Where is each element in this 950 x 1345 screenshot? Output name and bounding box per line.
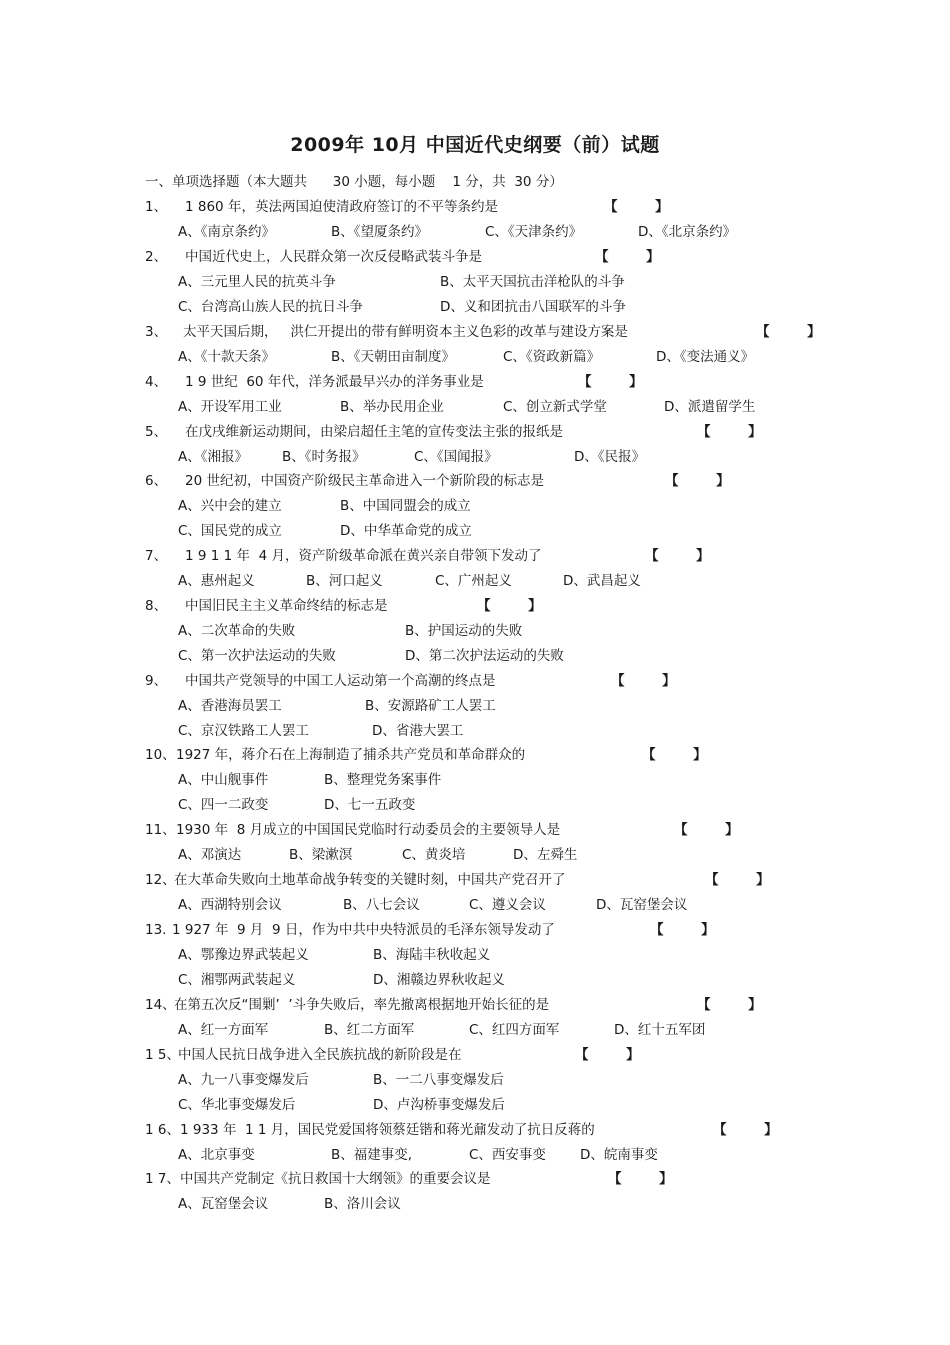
question-stem: 中国共产党领导的中国工人运动第一个高潮的终点是 <box>185 673 496 689</box>
answer-bracket[interactable]: 【 】 <box>665 473 730 489</box>
question-number: 14、 <box>145 997 176 1013</box>
question-stem: 在第五次反“围剿’ ’斗争失败后，率先撤离根据地开始长征的是 <box>174 997 550 1013</box>
question-stem: 20 世纪初，中国资产阶级民主革命进入一个新阶段的标志是 <box>185 473 544 489</box>
question-stem: 在大革命失败向土地革命战争转变的关键时刻，中国共产党召开了 <box>174 872 566 888</box>
answer-option: B、整理党务案事件 <box>324 772 442 788</box>
answer-option: B、安源路矿工人罢工 <box>365 698 496 714</box>
answer-option: D、第二次护法运动的失败 <box>405 648 564 664</box>
answer-option: A、《十款天条》 <box>178 349 275 365</box>
question-stem: 1 933 年 1 1 月，国民党爱国将领蔡廷锴和蒋光鼐发动了抗日反蒋的 <box>180 1122 595 1138</box>
answer-option: D、瓦窑堡会议 <box>596 897 688 913</box>
answer-option: D、七一五政变 <box>324 797 416 813</box>
question-number: 1、 <box>145 199 168 215</box>
question-stem: 中国人民抗日战争进入全民族抗战的新阶段是在 <box>178 1047 462 1063</box>
answer-option: A、兴中会的建立 <box>178 498 282 514</box>
answer-option: B、河口起义 <box>306 573 383 589</box>
question-stem: 中国近代史上，人民群众第一次反侵略武装斗争是 <box>185 249 482 265</box>
answer-option: A、二次革命的失败 <box>178 623 296 639</box>
answer-option: C、广州起义 <box>435 573 512 589</box>
answer-option: B、一二八事变爆发后 <box>373 1072 504 1088</box>
answer-option: B、太平天国抗击洋枪队的斗争 <box>440 274 625 290</box>
question-number: 10、 <box>145 747 176 763</box>
answer-option: B、海陆丰秋收起义 <box>373 947 491 963</box>
answer-option: D、省港大罢工 <box>372 723 464 739</box>
question-stem: 1 9 1 1 年 4 月，资产阶级革命派在黄兴亲自带领下发动了 <box>185 548 542 564</box>
answer-option: B、梁漱溟 <box>289 847 353 863</box>
answer-option: C、国民党的成立 <box>178 523 282 539</box>
answer-option: C、京汉铁路工人罢工 <box>178 723 309 739</box>
answer-option: D、湘赣边界秋收起义 <box>373 972 505 988</box>
question-number: 3、 <box>145 324 168 340</box>
answer-option: C、四一二政变 <box>178 797 269 813</box>
answer-option: D、卢沟桥事变爆发后 <box>373 1097 505 1113</box>
answer-option: C、西安事变 <box>469 1147 546 1163</box>
answer-option: B、中国同盟会的成立 <box>340 498 471 514</box>
answer-bracket[interactable]: 【 】 <box>674 822 739 838</box>
answer-option: C、红四方面军 <box>469 1022 560 1038</box>
question-number: 4、 <box>145 374 168 390</box>
question-number: 9、 <box>145 673 168 689</box>
question-stem: 1 860 年，英法两国迫使清政府签订的不平等条约是 <box>185 199 498 215</box>
answer-bracket[interactable]: 【 】 <box>575 1047 640 1063</box>
answer-option: C、《资政新篇》 <box>503 349 601 365</box>
answer-option: C、湘鄂两武装起义 <box>178 972 296 988</box>
answer-bracket[interactable]: 【 】 <box>604 199 669 215</box>
question-stem: 在戊戌维新运动期间，由梁启超任主笔的宣传变法主张的报纸是 <box>185 424 563 440</box>
answer-bracket[interactable]: 【 】 <box>645 548 710 564</box>
answer-option: D、武昌起义 <box>563 573 641 589</box>
answer-option: B、福建事变, <box>331 1147 413 1163</box>
answer-bracket[interactable]: 【 】 <box>477 598 542 614</box>
answer-option: D、左舜生 <box>513 847 578 863</box>
answer-bracket[interactable]: 【 】 <box>705 872 770 888</box>
answer-option: A、红一方面军 <box>178 1022 269 1038</box>
answer-option: C、《天津条约》 <box>485 224 583 240</box>
answer-option: D、《变法通义》 <box>656 349 755 365</box>
answer-option: A、惠州起义 <box>178 573 255 589</box>
answer-option: C、遵义会议 <box>469 897 546 913</box>
answer-option: A、三元里人民的抗英斗争 <box>178 274 336 290</box>
answer-option: C、台湾高山族人民的抗日斗争 <box>178 299 363 315</box>
answer-option: D、中华革命党的成立 <box>340 523 472 539</box>
answer-bracket[interactable]: 【 】 <box>713 1122 778 1138</box>
question-stem: 1927 年，蒋介石在上海制造了捕杀共产党员和革命群众的 <box>176 747 526 763</box>
answer-option: D、《北京条约》 <box>638 224 737 240</box>
question-number: 8、 <box>145 598 168 614</box>
question-number: 12、 <box>145 872 176 888</box>
answer-option: B、举办民用企业 <box>340 399 444 415</box>
answer-bracket[interactable]: 【 】 <box>611 673 676 689</box>
answer-bracket[interactable]: 【 】 <box>608 1171 673 1187</box>
answer-option: A、开设军用工业 <box>178 399 282 415</box>
answer-option: C、第一次护法运动的失败 <box>178 648 336 664</box>
answer-bracket[interactable]: 【 】 <box>595 249 660 265</box>
answer-option: D、派遣留学生 <box>664 399 756 415</box>
question-number: 2、 <box>145 249 168 265</box>
answer-bracket[interactable]: 【 】 <box>756 324 821 340</box>
answer-option: B、八七会议 <box>343 897 420 913</box>
question-stem: 中国共产党制定《抗日救国十大纲领》的重要会议是 <box>180 1171 491 1187</box>
answer-option: A、瓦窑堡会议 <box>178 1196 269 1212</box>
question-number: 5、 <box>145 424 168 440</box>
answer-option: B、《天朝田亩制度》 <box>331 349 456 365</box>
answer-option: B、护国运动的失败 <box>405 623 523 639</box>
question-number: 1 7、 <box>145 1171 180 1187</box>
question-stem: 1930 年 8 月成立的中国国民党临时行动委员会的主要领导人是 <box>176 822 561 838</box>
question-number: 7、 <box>145 548 168 564</box>
answer-option: A、九一八事变爆发后 <box>178 1072 309 1088</box>
question-number: 13. <box>145 922 167 938</box>
answer-option: B、红二方面军 <box>324 1022 415 1038</box>
answer-option: A、鄂豫边界武装起义 <box>178 947 309 963</box>
question-number: 1 6、 <box>145 1122 180 1138</box>
question-number: 11、 <box>145 822 176 838</box>
answer-option: D、皖南事变 <box>580 1147 658 1163</box>
question-stem: 1 927 年 9 月 9 日，作为中共中央特派员的毛泽东领导发动了 <box>172 922 555 938</box>
question-number: 6、 <box>145 473 168 489</box>
answer-option: D、红十五军团 <box>614 1022 706 1038</box>
answer-option: A、邓演达 <box>178 847 242 863</box>
answer-option: A、北京事变 <box>178 1147 255 1163</box>
answer-option: A、中山舰事件 <box>178 772 269 788</box>
section-header: 一、单项选择题（本大题共 30 小题，每小题 1 分，共 30 分） <box>145 174 563 190</box>
answer-bracket[interactable]: 【 】 <box>578 374 643 390</box>
answer-bracket[interactable]: 【 】 <box>697 997 762 1013</box>
answer-option: C、《国闻报》 <box>414 449 498 465</box>
answer-bracket[interactable]: 【 】 <box>650 922 715 938</box>
question-stem: 1 9 世纪 60 年代，洋务派最早兴办的洋务事业是 <box>185 374 484 390</box>
answer-option: A、《南京条约》 <box>178 224 275 240</box>
answer-option: C、黄炎培 <box>402 847 466 863</box>
answer-option: D、义和团抗击八国联军的斗争 <box>440 299 626 315</box>
answer-option: B、洛川会议 <box>324 1196 401 1212</box>
answer-option: D、《民报》 <box>574 449 646 465</box>
question-stem: 中国旧民主主义革命终结的标志是 <box>185 598 388 614</box>
question-stem: 太平天国后期， 洪仁开提出的带有鲜明资本主义色彩的改革与建设方案是 <box>183 324 628 340</box>
answer-option: A、《湘报》 <box>178 449 248 465</box>
answer-option: C、创立新式学堂 <box>503 399 607 415</box>
answer-option: A、西湖特别会议 <box>178 897 282 913</box>
answer-bracket[interactable]: 【 】 <box>642 747 707 763</box>
answer-option: C、华北事变爆发后 <box>178 1097 296 1113</box>
answer-option: B、《时务报》 <box>282 449 366 465</box>
answer-option: A、香港海员罢工 <box>178 698 282 714</box>
answer-bracket[interactable]: 【 】 <box>697 424 762 440</box>
answer-option: B、《望厦条约》 <box>331 224 429 240</box>
exam-title: 2009年 10月 中国近代史纲要（前）试题 <box>290 134 660 156</box>
question-number: 1 5、 <box>145 1047 180 1063</box>
